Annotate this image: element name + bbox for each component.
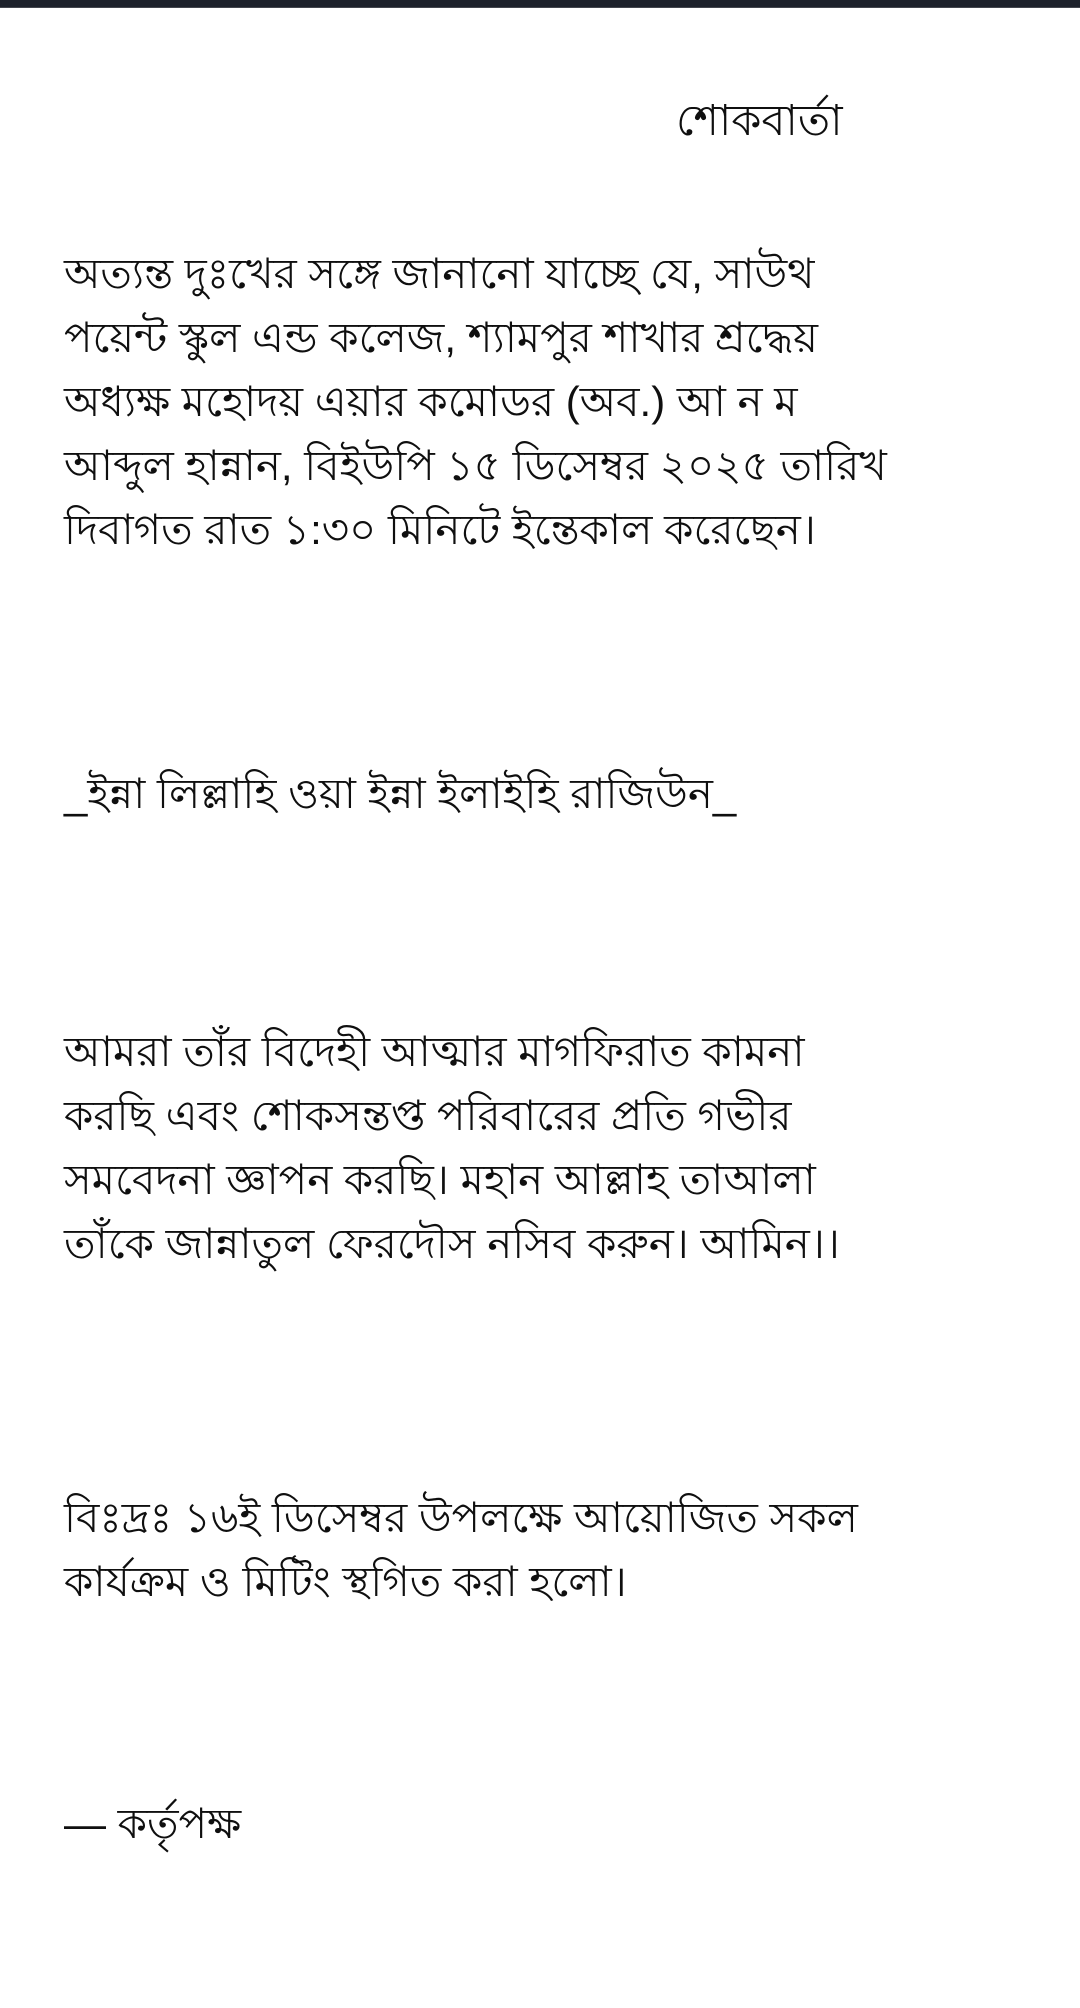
text-line: বিঃদ্রঃ ১৬ই ডিসেম্বর উপলক্ষে আয়োজিত সকল <box>64 1494 858 1541</box>
text-line: কার্যক্রম ও মিটিং স্থগিত করা হলো। <box>64 1558 627 1605</box>
text-line: তাঁকে জান্নাতুল ফেরদৌস নসিব করুন। আমিন।। <box>64 1220 840 1267</box>
text-line: অত্যন্ত দুঃখের সঙ্গে জানানো যাচ্ছে যে, সাউথ <box>64 250 815 297</box>
document-body <box>0 96 1080 1856</box>
text-line: করছি এবং শোকসন্তপ্ত পরিবারের প্রতি গভীর <box>64 1092 792 1139</box>
text-line: অধ্যক্ষ মহোদয় এয়ার কমোডর (অব.) আ ন ম <box>64 378 798 425</box>
text-line: _ইন্না লিল্লাহি ওয়া ইন্না ইলাইহি রাজিউন_ <box>64 770 737 817</box>
text-line: দিবাগত রাত ১:৩০ মিনিটে ইন্তেকাল করেছেন। <box>64 506 816 553</box>
text-line: সমবেদনা জ্ঞাপন করছি। মহান আল্লাহ তাআলা <box>64 1156 816 1203</box>
announcement-paragraph <box>64 242 1000 562</box>
dua-paragraph <box>64 762 1000 826</box>
status-bar <box>0 0 1080 8</box>
notice-paragraph <box>64 1486 1000 1614</box>
text-line: আব্দুল হান্নান, বিইউপি ১৫ ডিসেম্বর ২০২৫ তারিখ <box>64 442 887 489</box>
text-line: পয়েন্ট স্কুল এন্ড কলেজ, শ্যামপুর শাখার শ্রদ্ধেয় <box>64 314 819 361</box>
text-line: আমরা তাঁর বিদেহী আত্মার মাগফিরাত কামনা <box>64 1028 805 1075</box>
signature-line: — কর্তৃপক্ষ <box>64 1800 242 1847</box>
condolence-paragraph <box>64 1020 1000 1276</box>
page-title: শোকবার্তা <box>676 97 843 145</box>
